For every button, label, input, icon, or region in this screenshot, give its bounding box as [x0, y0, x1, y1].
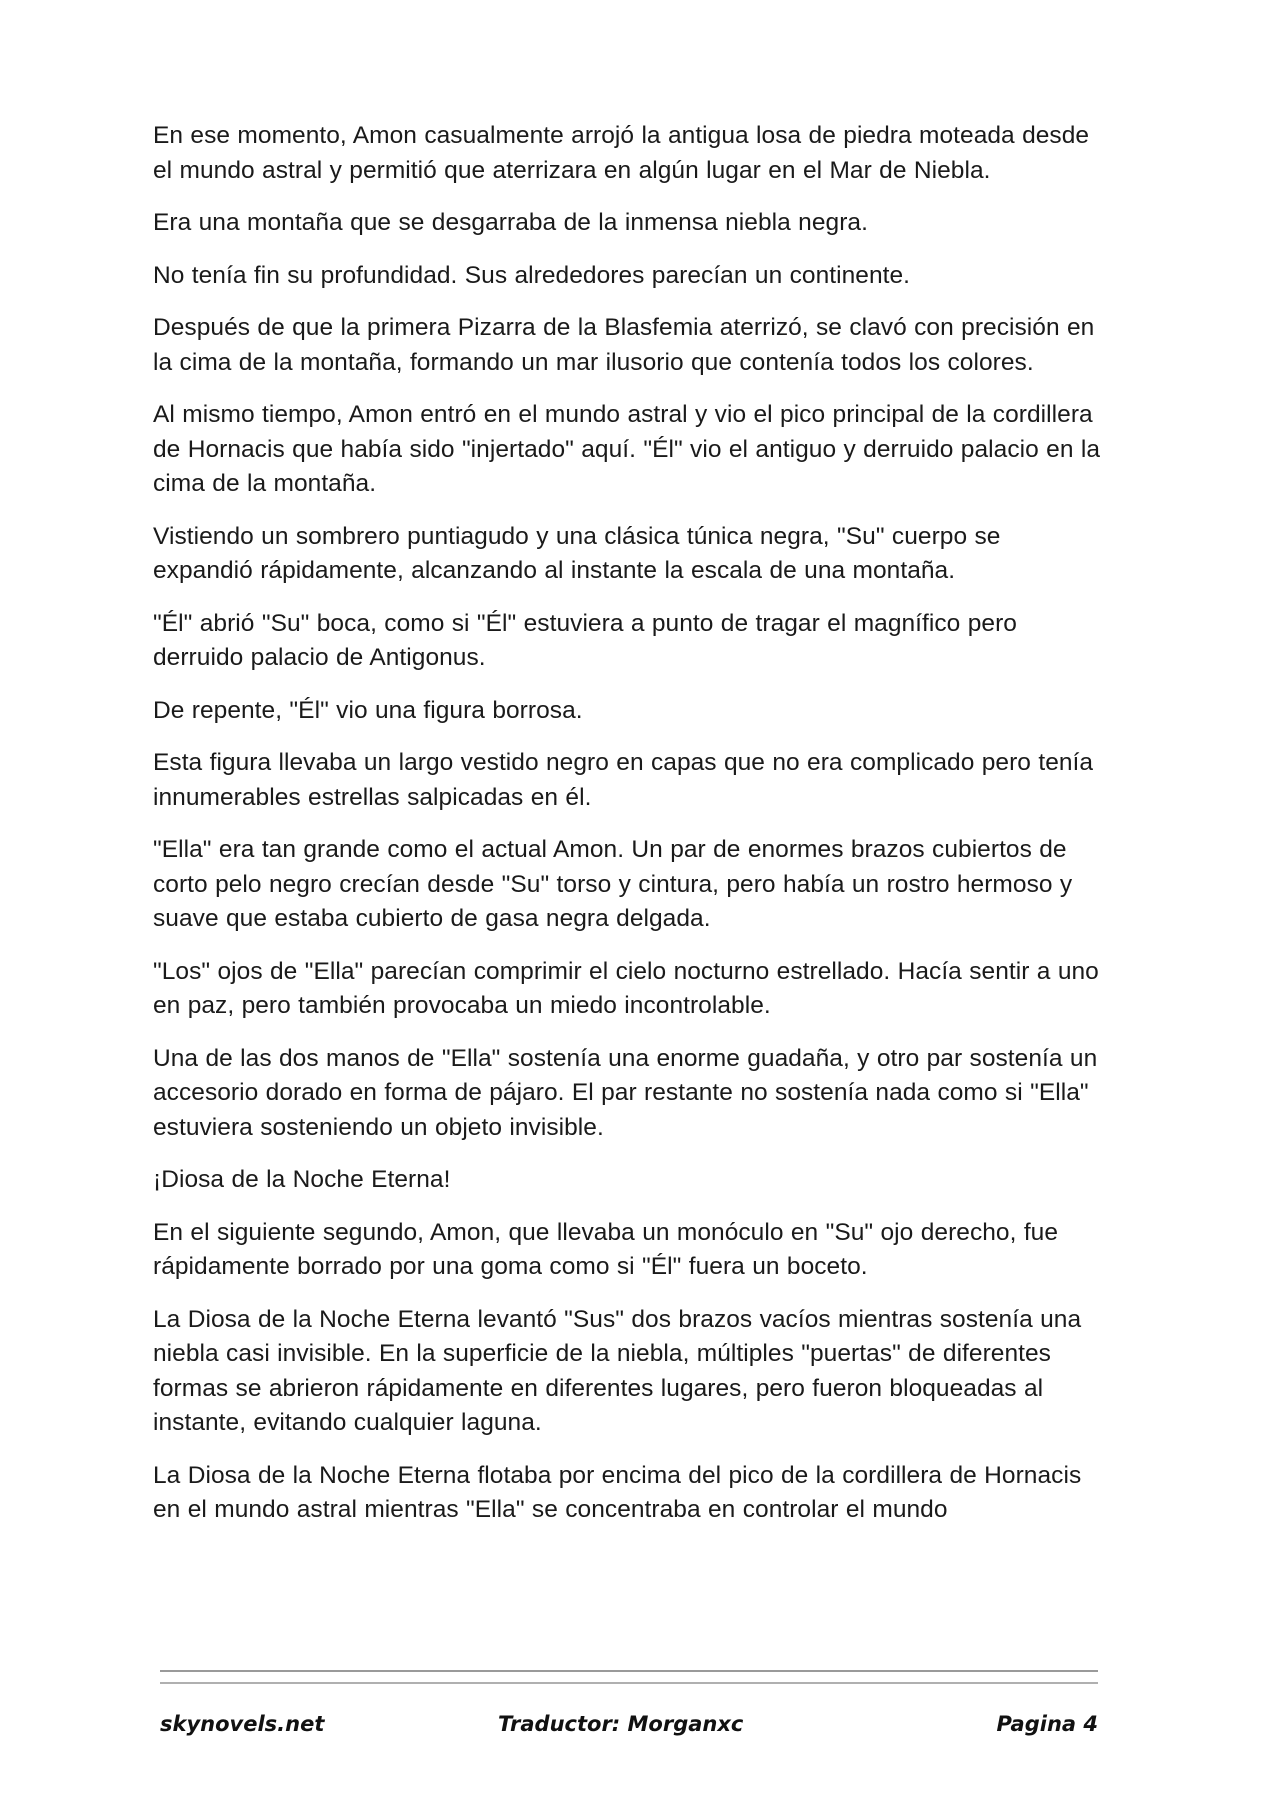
paragraph: "Ella" era tan grande como el actual Amon. Un par de enormes brazos cubiertos de corto pelo negro crecían desde "Su" torso y cintura, pero había un rostro hermoso y suave que estaba cubierto de gasa negra delgada.: [153, 836, 1073, 932]
paragraph: La Diosa de la Noche Eterna flotaba por encima del pico de la cordillera de Hornacis en el mundo astral mientras "Ella" se concentraba en controlar el mundo: [153, 1461, 1082, 1523]
paragraph: No tenía fin su profundidad. Sus alrededores parecían un continente.: [153, 261, 911, 289]
footer-page-number: Pagina 4: [996, 1712, 1098, 1736]
paragraph: Al mismo tiempo, Amon entró en el mundo astral y vio el pico principal de la cordillera de Hornacis que había sido "injertado" aquí. "Él" vio el antiguo y derruido palacio en la cima de la montaña.: [153, 401, 1101, 497]
paragraph: Era una montaña que se desgarraba de la inmensa niebla negra.: [153, 209, 868, 236]
paragraph: En ese momento, Amon casualmente arrojó la antigua losa de piedra moteada desde el mundo astral y permitió que aterrizara en algún lugar en el Mar de Niebla.: [153, 122, 1090, 184]
paragraph: "Él" abrió "Su" boca, como si "Él" estuviera a punto de tragar el magnífico pero derruido palacio de Antigonus.: [153, 609, 1017, 671]
footer-translator: Traductor: Morganxc: [498, 1712, 744, 1736]
paragraph: Vistiendo un sombrero puntiagudo y una clásica túnica negra, "Su" cuerpo se expandió rápidamente, alcanzando al instante la escala de una montaña.: [153, 522, 1001, 584]
footer-divider-top: [160, 1670, 1098, 1672]
footer-site: skynovels.net: [160, 1712, 325, 1736]
paragraph: Después de que la primera Pizarra de la Blasfemia aterrizó, se clavó con precisión en la cima de la montaña, formando un mar ilusorio que contenía todos los colores.: [153, 314, 1095, 376]
paragraph: Esta figura llevaba un largo vestido negro en capas que no era complicado pero tenía innumerables estrellas salpicadas en él.: [153, 749, 1094, 811]
paragraph: En el siguiente segundo, Amon, que llevaba un monóculo en "Su" ojo derecho, fue rápidamente borrado por una goma como si "Él" fuera un boceto.: [153, 1218, 1059, 1280]
page-footer: [160, 1712, 1098, 1752]
paragraph: Una de las dos manos de "Ella" sostenía una enorme guadaña, y otro par sostenía un accesorio dorado en forma de pájaro. El par restante no sostenía nada como si "Ella" estuviera sosteniendo un objeto invisible.: [153, 1044, 1098, 1141]
paragraph: ¡Diosa de la Noche Eterna!: [153, 1166, 451, 1193]
footer-divider-bottom: [160, 1682, 1098, 1684]
paragraph: De repente, "Él" vio una figura borrosa.: [153, 696, 583, 724]
paragraph: "Los" ojos de "Ella" parecían comprimir el cielo nocturno estrellado. Hacía sentir a uno en paz, pero también provocaba un miedo incontrolable.: [153, 957, 1099, 1019]
document-body: [153, 119, 1103, 1546]
paragraph: La Diosa de la Noche Eterna levantó "Sus" dos brazos vacíos mientras sostenía una niebla casi invisible. En la superficie de la niebla, múltiples "puertas" de diferentes formas se abrieron rápidamente en diferentes lugares, pero fueron bloqueadas al instante, evitando cualquier laguna.: [153, 1305, 1082, 1436]
